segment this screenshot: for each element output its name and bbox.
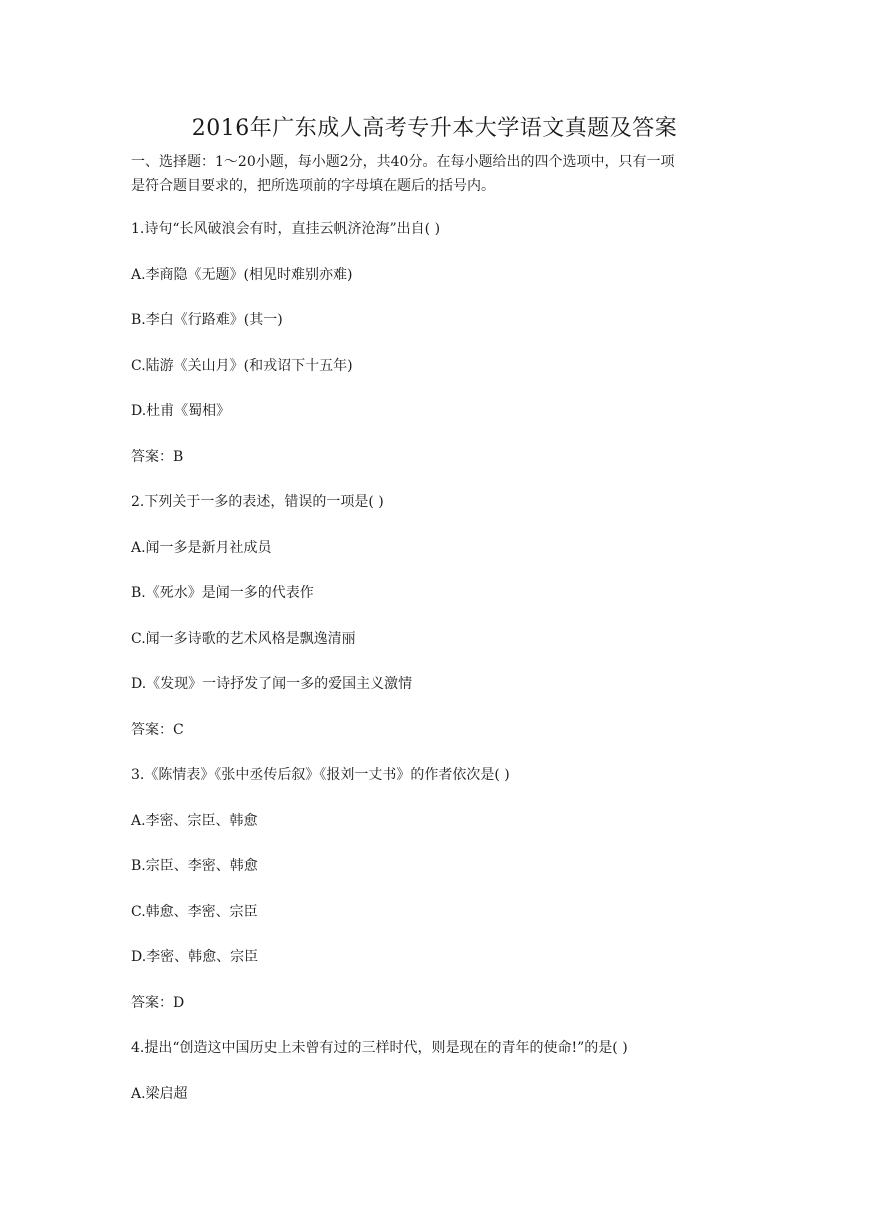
question-2: 2.下列关于一多的表述，错误的一项是( ): [131, 494, 384, 510]
option-1a: A.李商隐《无题》(相见时难别亦难): [131, 267, 353, 283]
question-3: 3.《陈情表》《张中丞传后叙》《报刘一丈书》的作者依次是( ): [131, 767, 510, 783]
option-2c: C.闻一多诗歌的艺术风格是飘逸清丽: [131, 631, 356, 647]
question-4: 4.提出“创造这中国历史上未曾有过的三样时代，则是现在的青年的使命!”的是( ): [131, 1040, 628, 1056]
option-2b: B.《死水》是闻一多的代表作: [131, 585, 314, 601]
option-3b: B.宗臣、李密、韩愈: [131, 858, 258, 874]
option-4a: A.梁启超: [131, 1086, 188, 1102]
option-3a: A.李密、宗臣、韩愈: [131, 813, 258, 829]
instructions-line-1: 一、选择题：1～20小题，每小题2分，共40分。在每小题给出的四个选项中，只有一项: [131, 154, 675, 170]
option-2a: A.闻一多是新月社成员: [131, 540, 272, 556]
option-3d: D.李密、韩愈、宗臣: [131, 949, 259, 965]
answer-2: 答案：C: [131, 722, 184, 738]
option-1c: C.陆游《关山月》(和戎诏下十五年): [131, 358, 353, 374]
option-3c: C.韩愈、李密、宗臣: [131, 904, 258, 920]
instructions-line-2: 是符合题目要求的，把所选项前的字母填在题后的括号内。: [131, 178, 495, 194]
option-1d: D.杜甫《蜀相》: [131, 403, 231, 419]
answer-1: 答案：B: [131, 449, 184, 465]
option-2d: D.《发现》一诗抒发了闻一多的爱国主义激情: [131, 676, 413, 692]
page-title: 2016年广东成人高考专升本大学语文真题及答案: [191, 116, 678, 141]
option-1b: B.李白《行路难》(其一): [131, 312, 283, 328]
question-1: 1.诗句“长风破浪会有时，直挂云帆济沧海”出自( ): [131, 221, 441, 237]
answer-3: 答案：D: [131, 995, 185, 1011]
